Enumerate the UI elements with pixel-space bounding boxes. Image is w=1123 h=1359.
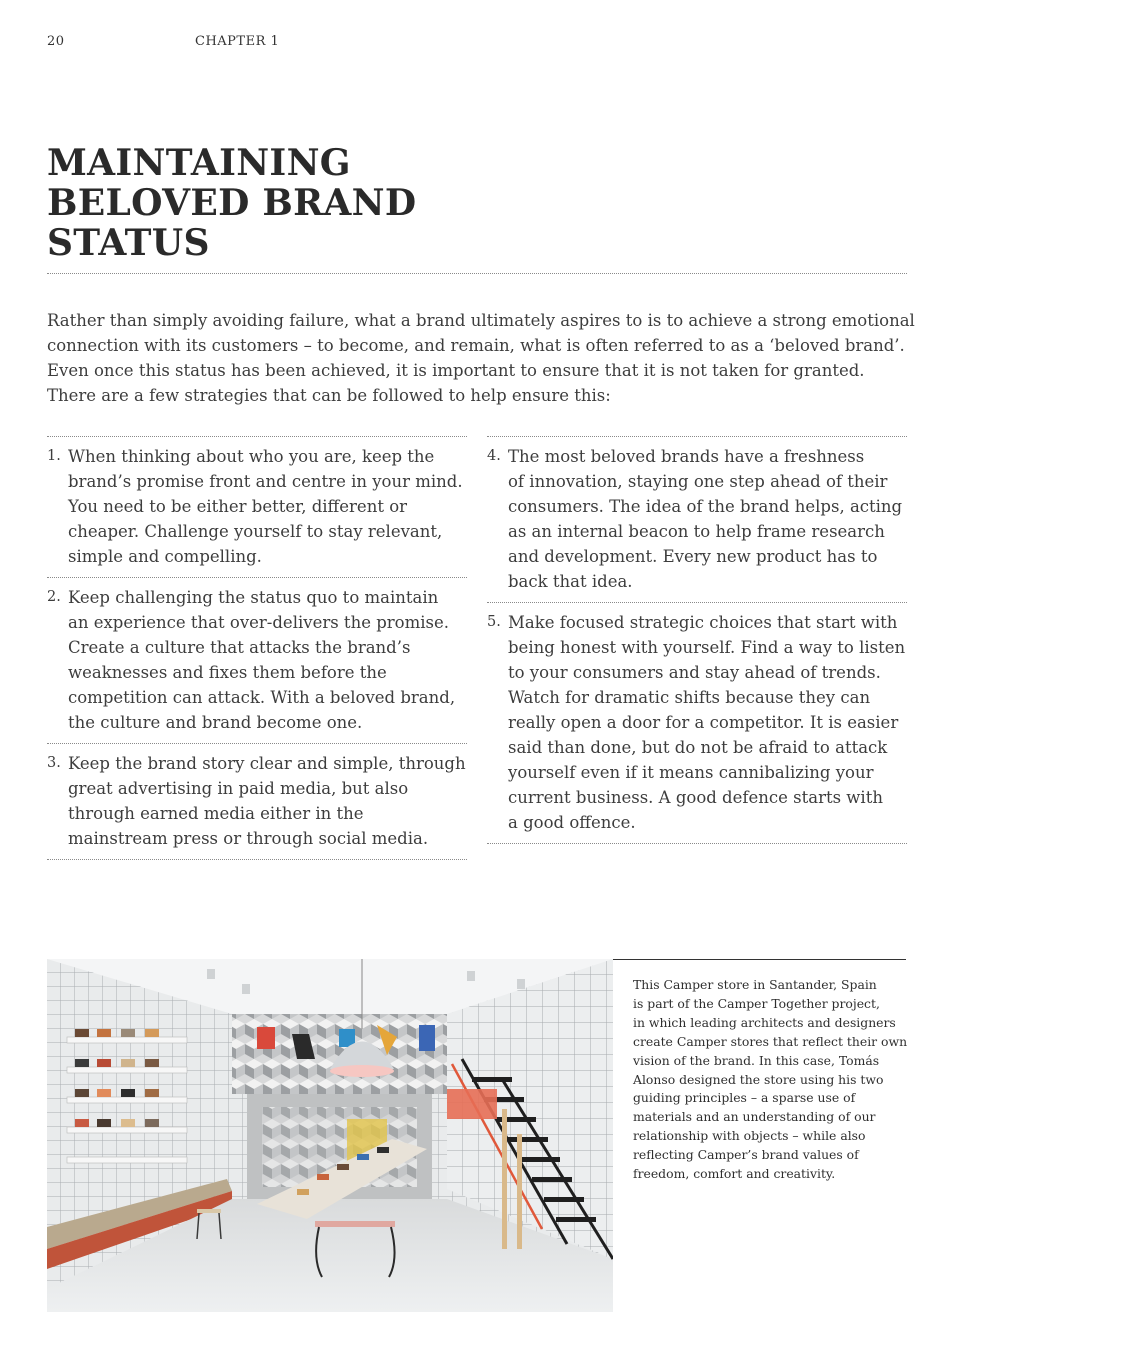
chapter-label: CHAPTER 1	[195, 34, 280, 49]
caption-line: in which leading architects and designers	[633, 1014, 896, 1030]
store-photo	[47, 959, 613, 1312]
item-line: You need to be either better, different or	[68, 497, 408, 516]
item-line: The most beloved brands have a freshness	[508, 447, 865, 466]
item-line: Make focused strategic choices that start with	[508, 613, 898, 632]
intro-line: Rather than simply avoiding failure, what a brand ultimately aspires to is to achieve a strong emotional	[47, 311, 915, 330]
title-line: MAINTAINING	[47, 142, 351, 184]
list-item	[487, 602, 907, 843]
item-number: 3.	[47, 755, 61, 771]
strategy-list-right	[487, 436, 907, 844]
item-line: consumers. The idea of the brand helps, acting	[508, 497, 903, 516]
item-line: cheaper. Challenge yourself to stay relevant,	[68, 522, 443, 541]
caption-rule	[613, 959, 906, 960]
item-line: really open a door for a competitor. It is easier	[508, 713, 899, 732]
caption-line: guiding principles – a sparse use of	[633, 1090, 856, 1106]
item-line: the culture and brand become one.	[68, 713, 363, 732]
item-line: great advertising in paid media, but also	[68, 779, 409, 798]
title-line: STATUS	[47, 222, 210, 264]
caption-line: relationship with objects – while also	[633, 1128, 866, 1144]
caption-line: Alonso designed the store using his two	[633, 1071, 884, 1087]
item-line: weaknesses and fixes them before the	[68, 663, 387, 682]
caption-line: freedom, comfort and creativity.	[633, 1166, 836, 1182]
list-item	[47, 577, 467, 743]
item-line: being honest with yourself. Find a way to listen	[508, 638, 906, 657]
item-line: brand’s promise front and centre in your mind.	[68, 472, 463, 491]
item-number: 4.	[487, 448, 501, 464]
intro-paragraph	[47, 308, 915, 408]
item-line: an experience that over-delivers the promise.	[68, 613, 449, 632]
caption-line: This Camper store in Santander, Spain	[633, 977, 877, 992]
item-number: 2.	[47, 589, 61, 605]
item-line: and development. Every new product has to	[508, 547, 878, 566]
page-number: 20	[47, 34, 65, 49]
page-title	[47, 143, 416, 263]
list-end-rule	[487, 843, 907, 844]
item-line: a good offence.	[508, 813, 636, 832]
intro-line: There are a few strategies that can be followed to help ensure this:	[47, 386, 611, 405]
item-number: 1.	[47, 448, 61, 464]
strategy-list-left	[47, 436, 467, 860]
list-item	[47, 743, 467, 859]
intro-line: Even once this status has been achieved, it is important to ensure that it is not taken for granted.	[47, 361, 865, 380]
item-line: simple and compelling.	[68, 547, 262, 566]
title-line: BELOVED BRAND	[47, 182, 417, 224]
item-line: as an internal beacon to help frame research	[508, 522, 885, 541]
item-line: of innovation, staying one step ahead of their	[508, 472, 888, 491]
item-line: said than done, but do not be afraid to attack	[508, 738, 888, 757]
item-line: yourself even if it means cannibalizing your	[508, 763, 874, 782]
list-item	[487, 436, 907, 602]
item-line: Watch for dramatic shifts because they can	[508, 688, 871, 707]
item-line: back that idea.	[508, 572, 633, 591]
title-divider	[47, 273, 907, 274]
caption-line: is part of the Camper Together project,	[633, 995, 880, 1011]
caption-line: create Camper stores that reflect their own	[633, 1033, 908, 1049]
list-item	[47, 436, 467, 577]
running-head	[47, 34, 280, 49]
list-end-rule	[47, 859, 467, 860]
caption-line: reflecting Camper’s brand values of	[633, 1147, 859, 1163]
item-line: When thinking about who you are, keep the	[68, 447, 435, 466]
item-line: mainstream press or through social media.	[68, 829, 429, 848]
intro-line: connection with its customers – to become, and remain, what is often referred to as a ‘beloved brand’.	[47, 336, 905, 355]
item-line: Create a culture that attacks the brand’s	[68, 638, 411, 657]
item-line: competition can attack. With a beloved brand,	[68, 688, 456, 707]
item-line: current business. A good defence starts with	[508, 788, 883, 807]
item-line: Keep the brand story clear and simple, through	[68, 754, 466, 773]
item-line: to your consumers and stay ahead of trends.	[508, 663, 881, 682]
item-line: Keep challenging the status quo to maintain	[68, 588, 439, 607]
caption-line: vision of the brand. In this case, Tomás	[633, 1052, 880, 1068]
caption-line: materials and an understanding of our	[633, 1109, 876, 1125]
item-number: 5.	[487, 614, 501, 630]
item-line: through earned media either in the	[68, 804, 364, 823]
photo-caption	[633, 976, 908, 1184]
